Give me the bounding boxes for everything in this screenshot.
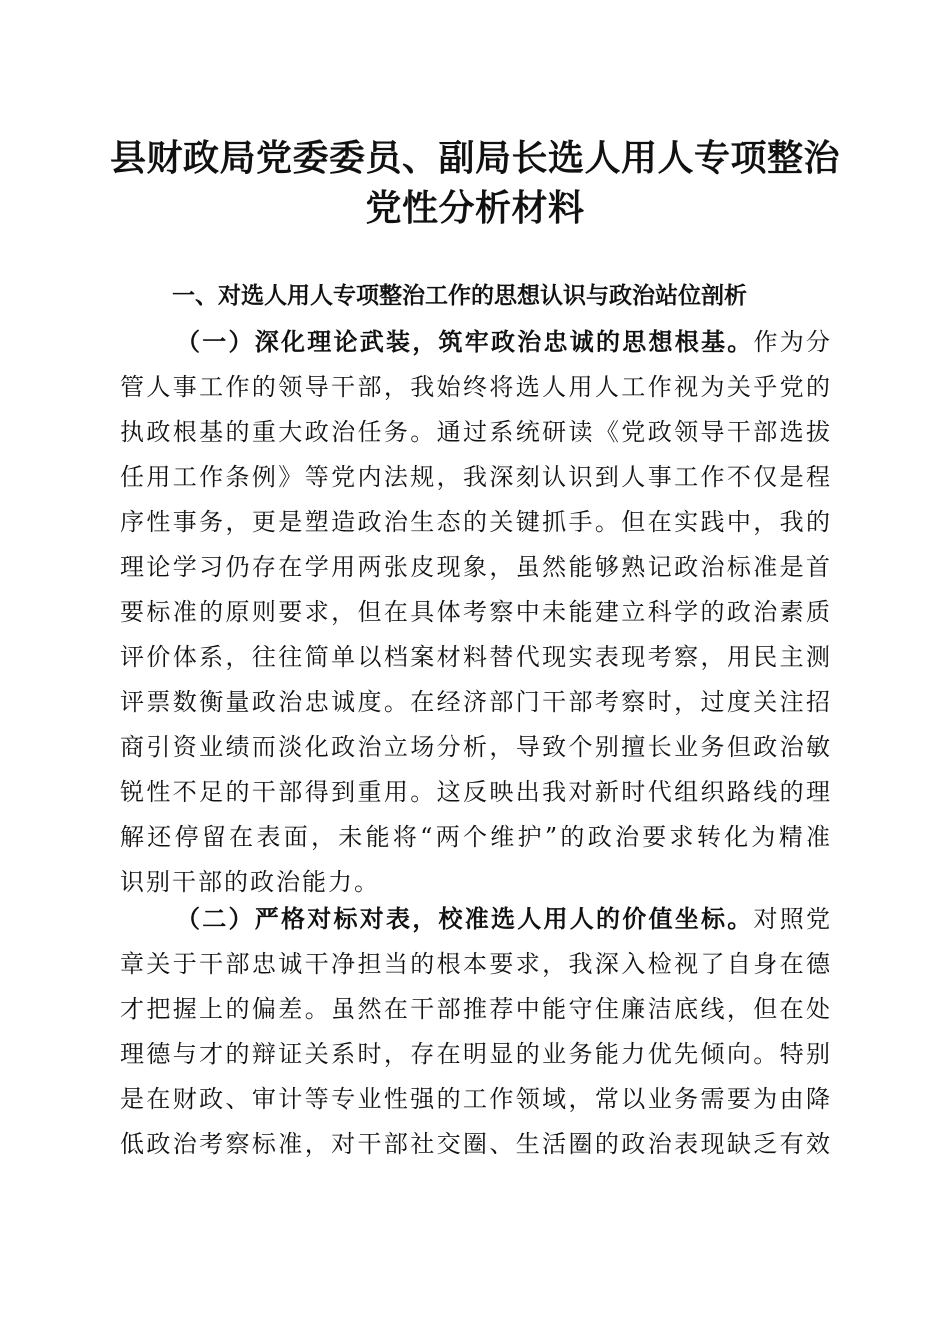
paragraph-1-line-9: 商引资业绩而淡化政治立场分析，导致个别擅长业务但政治敏 [120,733,832,761]
paragraph-2 [120,897,832,1167]
paragraph-2-line-2: 才把握上的偏差。虽然在干部推荐中能守住廉洁底线，但在处 [120,995,832,1023]
paragraph-1-line-10: 锐性不足的干部得到重用。这反映出我对新时代组织路线的理 [120,778,832,806]
paragraph-1-line-5: 理论学习仍存在学用两张皮现象，虽然能够熟记政治标准是首 [120,553,832,581]
paragraph-1-line-2: 执政根基的重大政治任务。通过系统研读《党政领导干部选拔 [120,418,832,446]
paragraph-1-line-6: 要标准的原则要求，但在具体考察中未能建立科学的政治素质 [120,598,832,626]
paragraph-1-line-8: 评票数衡量政治忠诚度。在经济部门干部考察时，过度关注招 [120,688,832,716]
paragraph-2-line-5: 低政治考察标准，对干部社交圈、生活圈的政治表现缺乏有效 [120,1130,832,1158]
paragraph-1-line-7: 评价体系，往往简单以档案材料替代现实表现考察，用民主测 [120,643,832,671]
paragraph-2-lead: （二）严格对标对表，校准选人用人的价值坐标。 [176,905,754,933]
section-heading: 一、对选人用人专项整治工作的思想认识与政治站位剖析 [172,283,747,309]
paragraph-2-line [120,897,832,942]
paragraph-1-line [120,320,832,365]
paragraph-1-line-12: 识别干部的政治能力。 [120,868,380,896]
paragraph-1-line-1: 管人事工作的领导干部，我始终将选人用人工作视为关乎党的 [120,373,832,401]
paragraph-2-line-1: 章关于干部忠诚干净担当的根本要求，我深入检视了自身在德 [120,950,832,978]
paragraph-1-line-3: 任用工作条例》等党内法规，我深刻认识到人事工作不仅是程 [120,463,832,491]
paragraph-1 [120,320,832,905]
paragraph-1-line-4: 序性事务，更是塑造政治生态的关键抓手。但在实践中，我的 [120,508,832,536]
paragraph-2-line-0: 对照党 [753,905,832,933]
paragraph-2-line-4: 是在财政、审计等专业性强的工作领域，常以业务需要为由降 [120,1085,832,1113]
document-title-line-1: 县财政局党委委员、副局长选人用人专项整治 [109,137,840,179]
document-title-line-2: 党性分析材料 [365,187,585,229]
paragraph-1-line-11: 解还停留在表面，未能将“两个维护”的政治要求转化为精准 [120,823,832,851]
paragraph-2-line-3: 理德与才的辩证关系时，存在明显的业务能力优先倾向。特别 [120,1040,832,1068]
paragraph-1-line-0: 作为分 [753,328,832,356]
paragraph-1-lead: （一）深化理论武装，筑牢政治忠诚的思想根基。 [176,328,754,356]
